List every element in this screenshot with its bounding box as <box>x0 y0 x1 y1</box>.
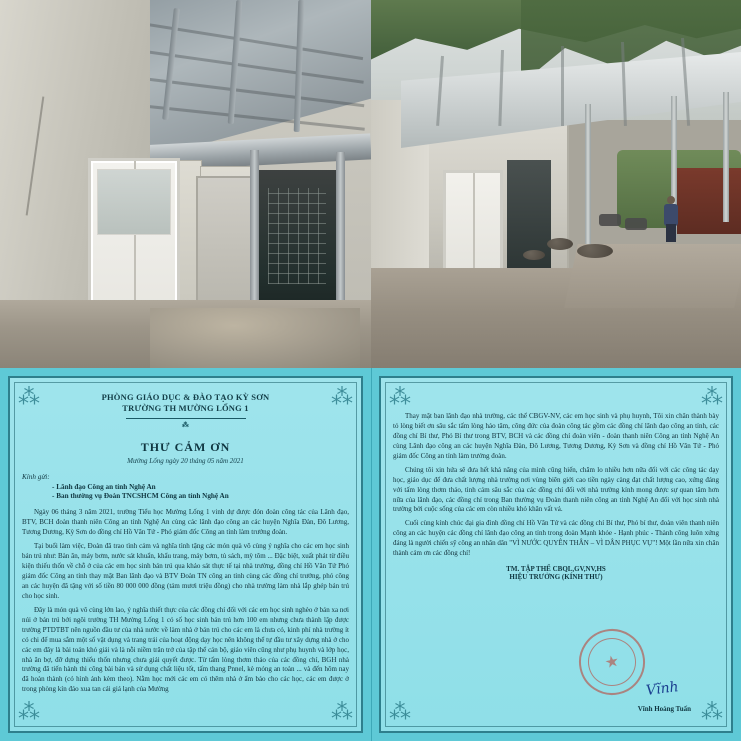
signer-name: Vĩnh Hoàng Tuấn <box>637 705 691 713</box>
ornament-corner-icon: ⁂ <box>701 699 723 724</box>
letter-paragraph: Đây là món quà vô cùng lớn lao, ý nghĩa thiết thực của các đồng chí đối với các em học sinh nghèo ở bản xa nơi núi ở bán trú bởi ngôi trường TH Mường Lống 1 có số học sinh bán trú hơn 100 em nhưng chưa thành lập được trường PTDTBT nên nguồn đầu tư của nhà nước về làm nhà ở bán trú cho các em là chưa có, kinh phí nhà trường ít có chi để mua sắm một số vật dụng và trang trải của hoạt động dạy học nên không thể tự đầu tư xây dựng nhà ở cho các em đây là bài toán khó giải và là nỗi niềm trăn trở của tập thể cán bộ, giáo viên cũng như phụ huynh và lớp học, nhà ăn bợ, đỡ dựng thiếu thốn nhưng chưa giải quyết được. Từ tấm lòng thơm thảo của các đồng chí, BGH nhà trường đã tiến hành thi công bài bản và sử dụng chất liệu tốt, tấm thang Pnnel, kè móng an toàn ... và đến hôm nay đã hoàn thành (có hình ảnh kèm theo). Nằm học mới các em có thêm nhà ở ẩm bảo cho các học, các em được ở trong phòng kín đáo xua tan cái giá lạnh của Mường <box>22 605 349 694</box>
handwritten-signature: Vĩnh <box>645 679 680 699</box>
ornament-corner-icon: ⁂ <box>701 384 723 409</box>
photo-school-yard-canopy <box>371 0 741 368</box>
parked-motorbike <box>599 214 621 226</box>
red-roof-shed <box>671 168 741 234</box>
official-stamp-icon <box>573 623 651 701</box>
photo-school-corridor-interior <box>0 0 371 368</box>
letter-paragraph: Ngày 06 tháng 3 năm 2021, trường Tiểu học Mường Lống 1 vinh dự được đón đoàn công tác của Lãnh đạo, BTV, BCH đoàn thanh niên Công an tỉnh Nghệ An cùng các lãnh đạo công an các huyện Nghĩa Đàn, Đô Lương, Tương Dương, Kỳ Sơn do đồng chí Hồ Văn Tứ - Phó giám đốc Công an tỉnh làm trưởng đoàn. <box>22 508 349 537</box>
person-walking <box>663 196 679 242</box>
support-post <box>336 152 345 318</box>
wall-crack <box>26 96 45 215</box>
letter-paragraph: Cuối cùng kính chúc đại gia đình đồng chí Hồ Văn Tứ và các đồng chí Bí thư, Phó bí thư, đoàn viên thanh niên công an các huyện các đồng chí lãnh đạo công an tỉnh trong đoàn Mạnh khỏe - Hạnh phúc - Thành công luôn xứng đáng là người chiến sỹ công an nhân dân "VÌ NƯỚC QUYÊN THÂN – VÌ DÂN PHỤC VỤ"! Một lần nữa xin chân thành cảm ơn các đồng chí! <box>393 519 719 558</box>
rubble-pile <box>547 238 573 250</box>
ornament-corner-icon: ⁂ <box>331 384 353 409</box>
signature-block <box>393 565 719 581</box>
letter-paragraph: Thay mặt ban lãnh đạo nhà trường, các thể CBGV-NV, các em học sinh và phụ huynh, Tôi xin chân thành bày tỏ lòng biết ơn sâu sắc tấm lòng hảo tâm, công đức của đoàn công tác gồm các đồng chí lãnh đạo công an tỉnh, các đồng chí Bí thư, Phó Bí thư trong BTV, BCH và các đồng chí đoàn viên - đoàn thanh niên Công an tỉnh Nghệ An cùng Lãnh đạo công an các huyện Nghĩa Đàn, Đô Lương, Tương Dương, Kỳ Sơn và đồng chí Hồ Văn Tứ - Phó giám đốc Công an tỉnh làm trưởng đoàn. <box>393 412 719 460</box>
signature-role-line1: TM. TẬP THỂ CBQL,GV,NV,HS <box>506 565 606 574</box>
canopy-rib <box>561 46 564 126</box>
ornament-corner-icon: ⁂ <box>18 384 40 409</box>
letterhead-rule <box>126 418 246 419</box>
ornament-corner-icon: ⁂ <box>18 699 40 724</box>
dark-doorway <box>507 160 551 278</box>
star-icon: ★ <box>603 652 621 673</box>
photo-row <box>0 0 741 368</box>
recipient-list <box>52 483 349 500</box>
thank-you-letter-page-1 <box>0 368 371 741</box>
door-glass-panel <box>97 169 171 235</box>
letterhead-school: TRƯỜNG TH MƯỜNG LỐNG 1 <box>122 403 249 414</box>
floor-dirt-patch <box>150 308 360 368</box>
letter-title: THƯ CẢM ƠN <box>140 440 231 455</box>
ornament-corner-icon: ⁂ <box>331 699 353 724</box>
canopy-pole <box>723 92 729 222</box>
parked-motorbike <box>625 218 647 230</box>
thank-you-letter-page-2 <box>371 368 741 741</box>
letter-paper-1 <box>8 376 363 733</box>
letterhead-department: PHÒNG GIÁO DỤC & ĐÀO TẠO KỲ SƠN <box>101 392 270 402</box>
ornament-corner-icon: ⁂ <box>389 384 411 409</box>
recipient-label: Kính gửi: <box>22 473 50 482</box>
letter-paper-2 <box>379 376 733 733</box>
letter-date: Mường Lống ngày 20 tháng 05 năm 2021 <box>127 457 244 466</box>
ornament-corner-icon: ⁂ <box>389 699 411 724</box>
rubble-pile <box>577 244 613 258</box>
letter-paragraph: Chúng tôi xin hứa sẽ đưa hết khả năng của mình cũng hiến, chăm lo nhiều hơn nữa đối với các công tác dạy học, giáo dục để đưa chất lượng nhà trường nơi vùng biên giới cao tiền ngày càng đạt chất lượng cao, xứng đáng với tấm lòng thơm thảo, tình cảm sâu sắc của các đồng chí đối với nhà trường kính mong được sự quan tâm hơn nữa của lãnh đạo, các đồng chí trong Ban thường vụ Đoàn thanh niên công an tỉnh Nghệ An đối với học sinh nhà trường bởi cuộc sống của các em còn nhiều khó khăn vất vả. <box>393 465 719 514</box>
letterhead <box>22 392 349 430</box>
panel-divider <box>371 368 372 741</box>
recipient-item: - Lãnh đạo Công an tỉnh Nghệ An <box>52 483 156 492</box>
letter-paragraph: Tại buổi làm việc, Đoàn đã trao tình cảm và nghĩa tình tặng các món quà vô cùng ý nghĩa cho các em học sinh bán trú như: Bàn ăn, máy bơm, nước sát khuẩn, khẩu trang, máy bơm, tủ sách, mỳ tôm ... Đặc biệt, xuất phát từ điều kiện thiếu thốn về chỗ ở của các em học sinh bán trú qua khảo sát thực tế tại nhà trường, đồng chí Hồ Văn Tứ Phó giám đốc Công an tỉnh thay mặt Ban lãnh đạo và BTV Đoàn TN công an tỉnh cùng các đồng chí trưởng, phó công an các huyện đã tặng với số tiền 80 000 000 đồng (tám mươi triệu đồng) cho nhà trường làm nhà lắp ghép bán trú cho học sinh. <box>22 542 349 600</box>
secondary-door <box>196 176 252 312</box>
letterhead-ornament-icon: ⁂ <box>181 420 190 429</box>
recipient-item: - Ban thường vụ Đoàn TNCSHCM Công an tỉnh Nghệ An <box>52 492 229 501</box>
signature-role-line2: HIỆU TRƯỞNG (KÍNH THƯ) <box>509 573 603 582</box>
window-grill <box>268 188 326 284</box>
support-post <box>250 150 259 320</box>
rubble-pile <box>523 250 545 260</box>
